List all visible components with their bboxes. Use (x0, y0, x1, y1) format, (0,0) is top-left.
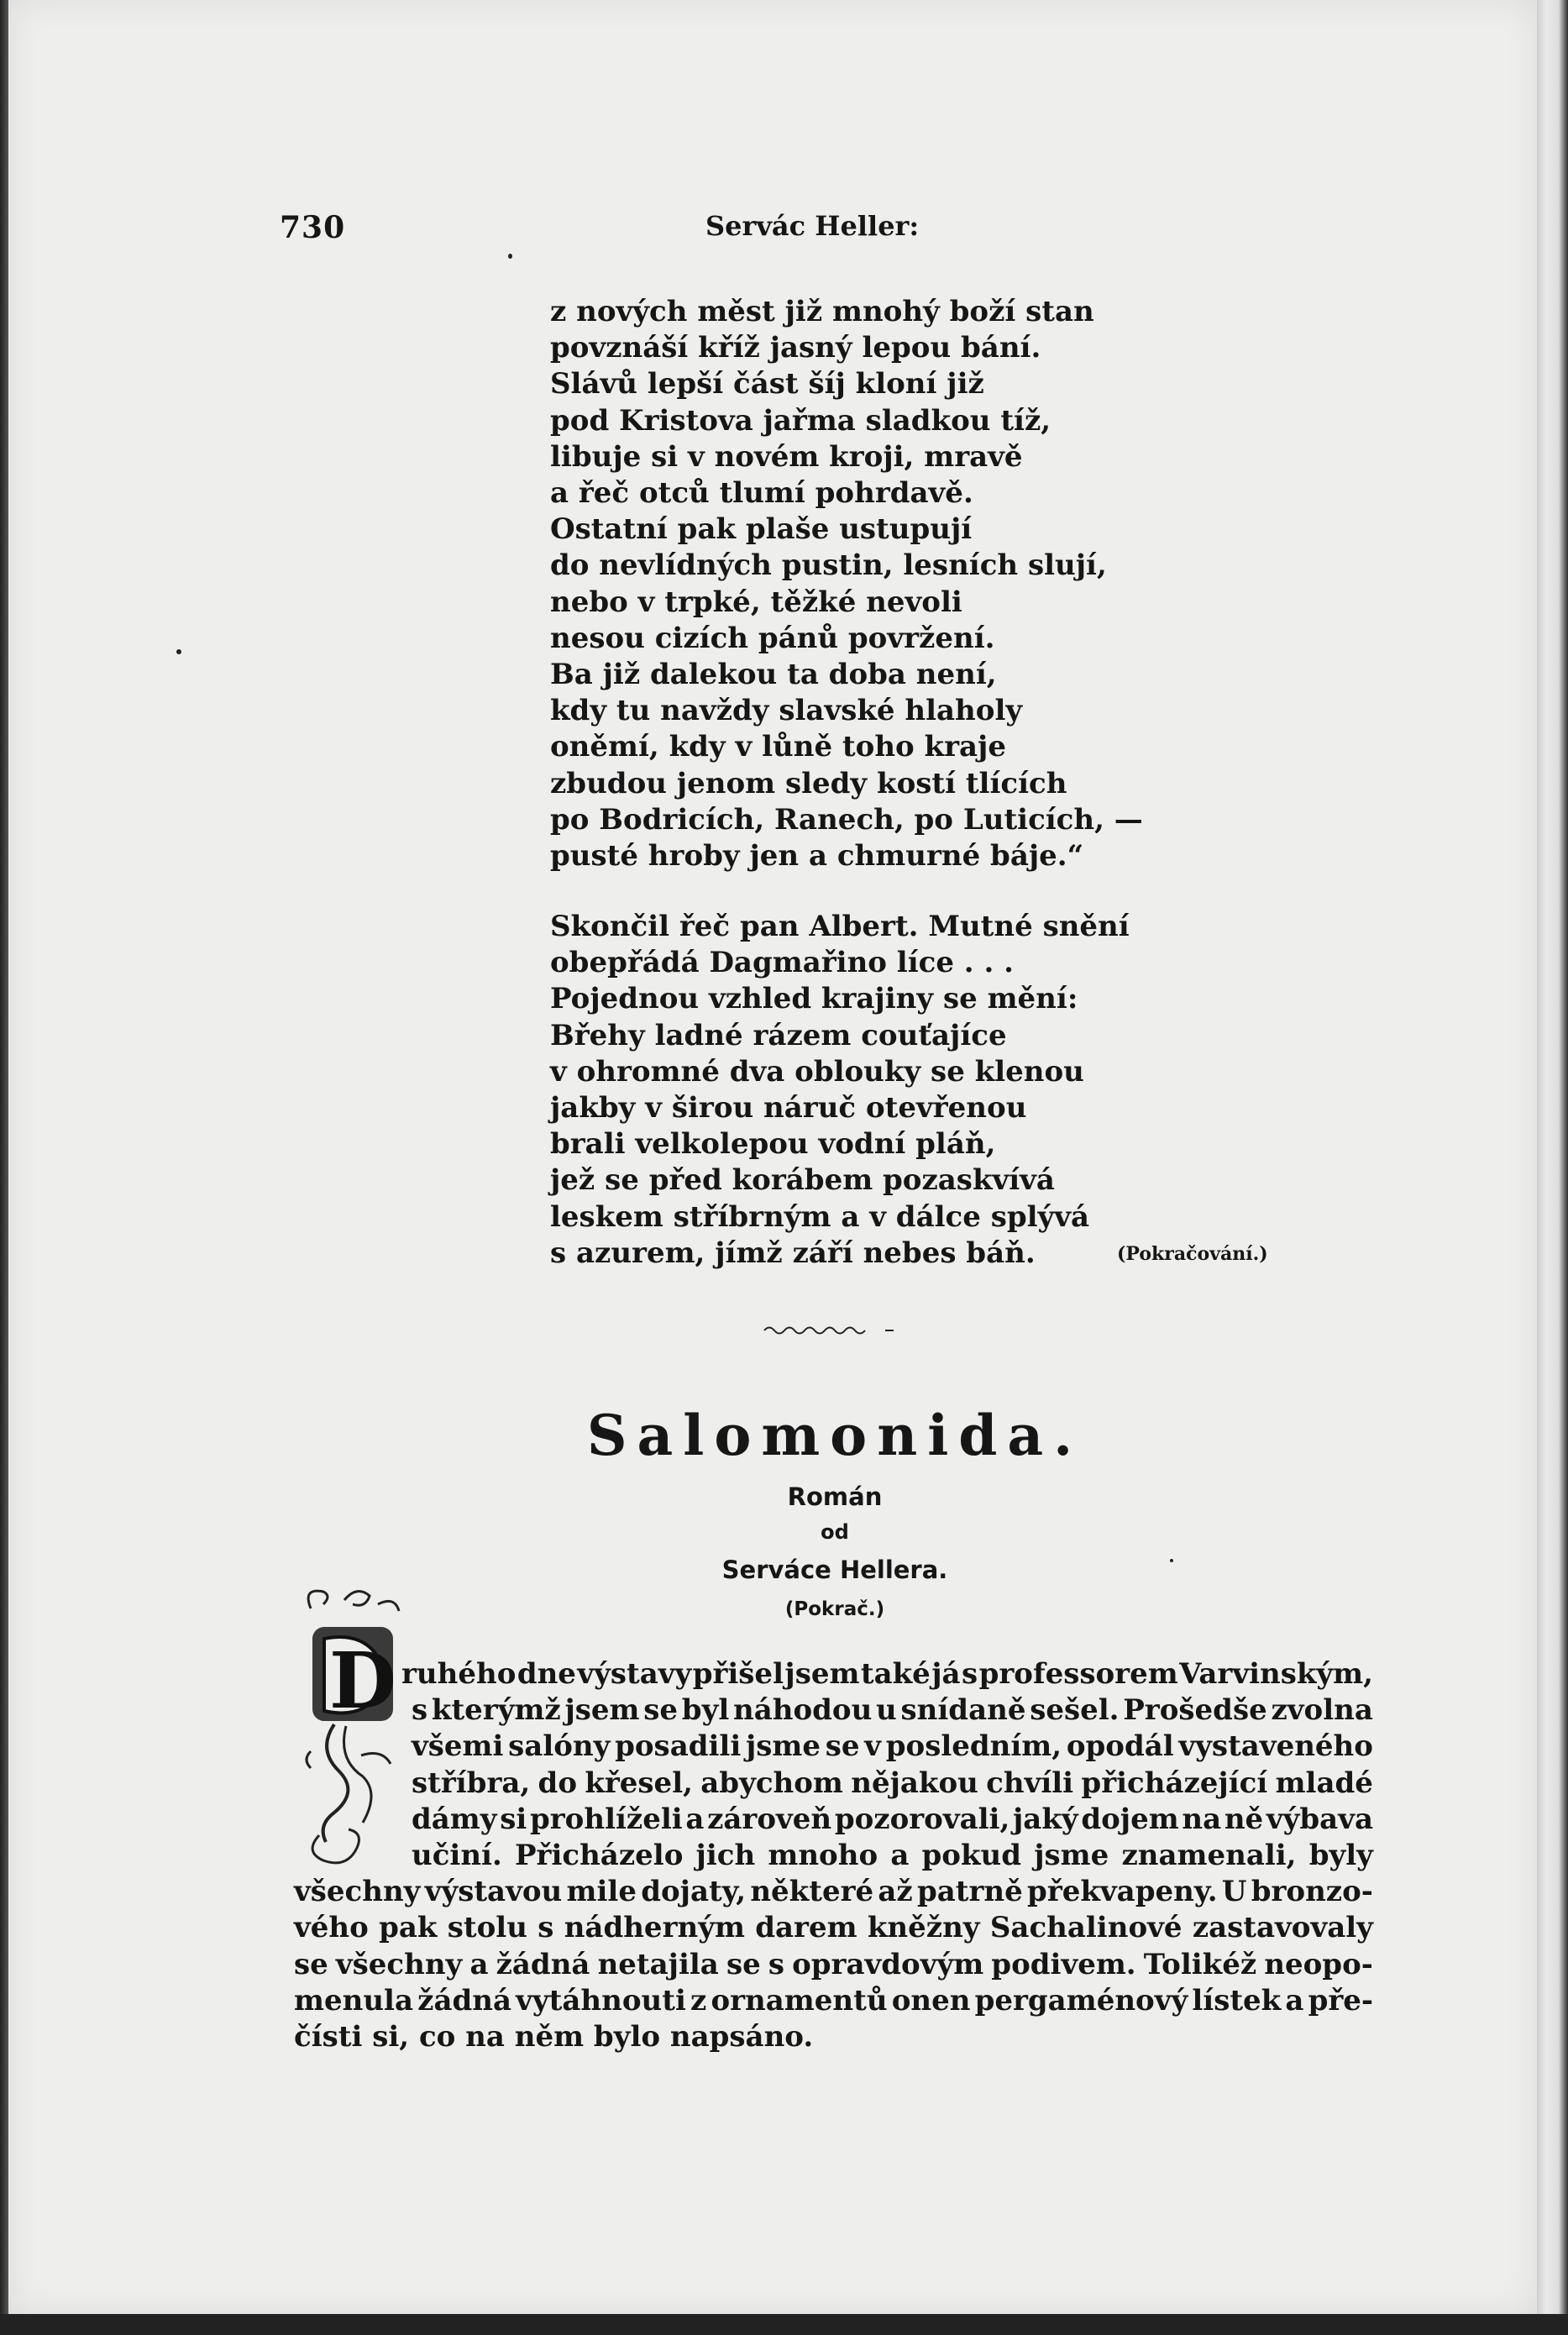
prose-paragraph (294, 1656, 1373, 2055)
verse-line: z nových měst již mnohý boží stan (550, 295, 1094, 328)
ink-speck (176, 649, 181, 654)
verse-line: Slávů lepší část šíj kloní již (550, 367, 984, 401)
verse-line: kdy tu navždy slavské hlaholy (550, 694, 1023, 728)
verse-line: Ostatní pak plaše ustupují (550, 512, 973, 547)
verse-line: zbudou jenom sledy kostí tlících (550, 766, 1067, 800)
prose-line: učiní. Přicházelo jich mnoho a pokud jsme znamenali, byly (412, 1839, 1373, 1873)
chapter-title: Salomonida. (586, 1403, 1083, 1468)
verse-line: do nevlídných pustin, lesních slují, (550, 548, 1107, 583)
ink-speck (1170, 1559, 1173, 1562)
verse-line: a řeč otců tlumí pohrdavě. (550, 476, 973, 511)
verse-line: leskem stříbrným a v dálce splývá (550, 1199, 1090, 1234)
verse-stanza-1 (550, 294, 1143, 874)
verse-line: Ba již dalekou ta doba není, (550, 658, 997, 692)
verse-line: pusté hroby jen a chmurné báje.“ (550, 839, 1084, 874)
prose-line: dámy si prohlíželi a zároveň pozorovali, jaký dojem na ně výbava (412, 1802, 1373, 1836)
verse-line: v ohromné dva oblouky se klenou (550, 1054, 1084, 1089)
verse-line: obepřádá Dagmařino líce . . . (550, 946, 1014, 980)
prose-line: čísti si, co na něm bylo napsáno. (294, 2020, 814, 2054)
verse-line: jakby v širou náruč otevřenou (550, 1091, 1027, 1126)
prose-line: všemi salóny posadili jsme se v posledním, opodál vystaveného (412, 1729, 1373, 1764)
running-head (8, 210, 1537, 252)
chapter-continuation: (Pokrač.) (784, 1598, 885, 1620)
page-bottom-shadow (0, 2314, 1568, 2335)
page-number: 730 (280, 210, 346, 245)
page-left-shadow (0, 0, 8, 2335)
verse-line: pod Kristova jařma sladkou tíž, (550, 403, 1051, 438)
chapter-by: od (821, 1520, 849, 1544)
prose-line: stříbra, do křesel, abychom nějakou chvíli přicházející mladé (412, 1766, 1373, 1800)
verse-line: nesou cizích pánů povržení. (550, 621, 995, 655)
verse-line: Břehy ladné rázem couťajíce (550, 1018, 1007, 1052)
book-page (8, 0, 1537, 2314)
chapter-genre: Román (787, 1482, 883, 1511)
verse-line: po Bodricích, Ranech, po Luticích, — (550, 802, 1143, 837)
chapter-author: Serváce Hellera. (721, 1556, 948, 1584)
verse-line: povznáší kříž jasný lepou bání. (550, 331, 1041, 365)
verse-line: Skončil řeč pan Albert. Mutné snění (550, 910, 1130, 943)
wavy-divider-icon (763, 1322, 897, 1339)
verse-line: libuje si v novém kroji, mravě (550, 439, 1023, 474)
verse-line: jež se před korábem pozaskvívá (550, 1163, 1055, 1198)
ink-speck (508, 254, 512, 259)
prose-line: všechny výstavou mile dojaty, některé až patrně překvapeny. U bronzo- (294, 1875, 1373, 1909)
verse-line: oněmí, kdy v lůně toho kraje (550, 730, 1006, 764)
prose-line: vého pak stolu s nádherným darem kněžny Sachalinové zastavovaly (294, 1911, 1373, 1945)
continued-note: (Pokračování.) (1117, 1243, 1268, 1265)
prose-line: menula žádná vytáhnouti z ornamentů onen pergaménový lístek a pře- (294, 1983, 1373, 2018)
verse-line: nebo v trpké, těžké nevoli (550, 585, 962, 619)
dropcap-letter: D (329, 1635, 396, 1726)
verse-line: s azurem, jímž září nebes báň. (550, 1236, 1036, 1270)
running-title: Servác Heller: (705, 210, 920, 242)
page-right-edge (1537, 0, 1568, 2335)
verse-stanza-2 (550, 909, 1130, 1272)
prose-line: ruhého dne výstavy přišel jsem také já s professorem Varvinským, (401, 1657, 1373, 1691)
prose-line: se všechny a žádná netajila se s opravdovým podivem. Tolikéž neopo- (294, 1947, 1373, 1981)
prose-line: s kterýmž jsem se byl náhodou u snídaně sešel. Prošedše zvolna (412, 1693, 1373, 1728)
verse-line: brali velkolepou vodní pláň, (550, 1127, 996, 1162)
verse-line: Pojednou vzhled krajiny se mění: (550, 982, 1078, 1016)
